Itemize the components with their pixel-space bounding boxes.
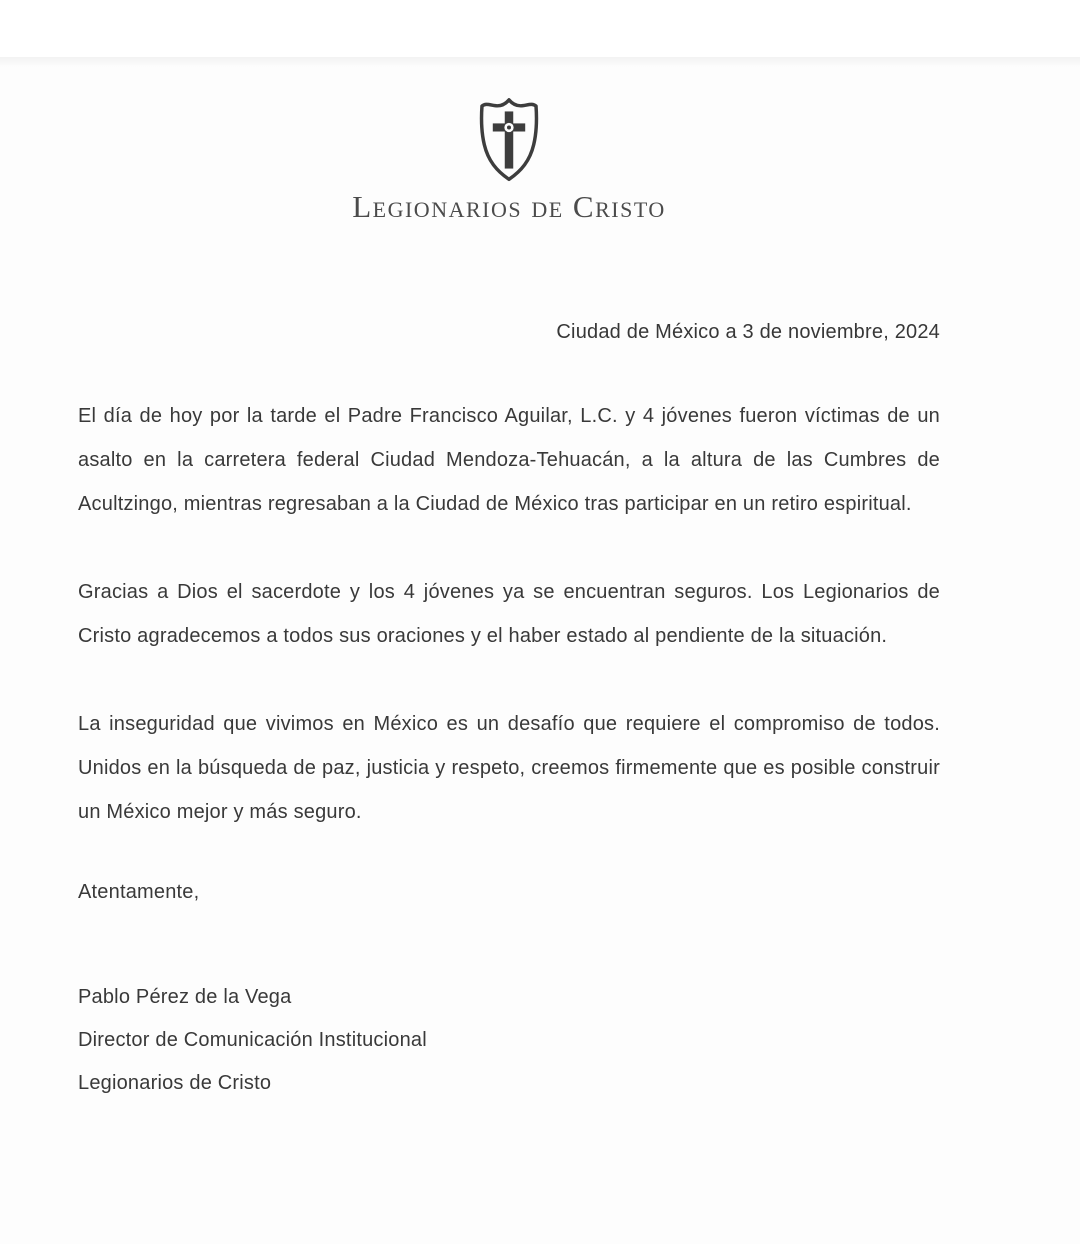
closing-line: Atentamente, <box>78 881 200 903</box>
letter-body <box>78 394 940 834</box>
signer-organization: Legionarios de Cristo <box>78 1072 272 1094</box>
letterhead <box>78 0 940 222</box>
paragraph-incident: El día de hoy por la tarde el Padre Francisco Aguilar, L.C. y 4 jóvenes fueron víctimas de un asalto en la carretera federal Ciudad Mendoza-Tehuacán, a la altura de las Cumbres de Acultzingo, mientras regresaban a la Ciudad de México tras participar en un retiro espiritual. <box>78 405 940 515</box>
paragraph-gratitude: Gracias a Dios el sacerdote y los 4 jóvenes ya se encuentran seguros. Los Legionarios de Cristo agradecemos a todos sus oraciones y el haber estado al pendiente de la situación. <box>78 581 940 647</box>
shield-cross-icon <box>470 96 548 184</box>
org-wordmark: Legionarios de Cristo <box>352 189 666 224</box>
signer-details <box>78 976 940 1105</box>
signer-title: Director de Comunicación Institucional <box>78 1029 427 1051</box>
paragraph-commitment: La inseguridad que vivimos en México es un desafío que requiere el compromiso de todos. Unidos en la búsqueda de paz, justicia y respeto, creemos firmemente que es posible construir un México mejor y más seguro. <box>78 713 940 823</box>
dateline: Ciudad de México a 3 de noviembre, 2024 <box>556 321 940 343</box>
signature-block <box>78 878 940 1105</box>
signer-name: Pablo Pérez de la Vega <box>78 986 292 1008</box>
